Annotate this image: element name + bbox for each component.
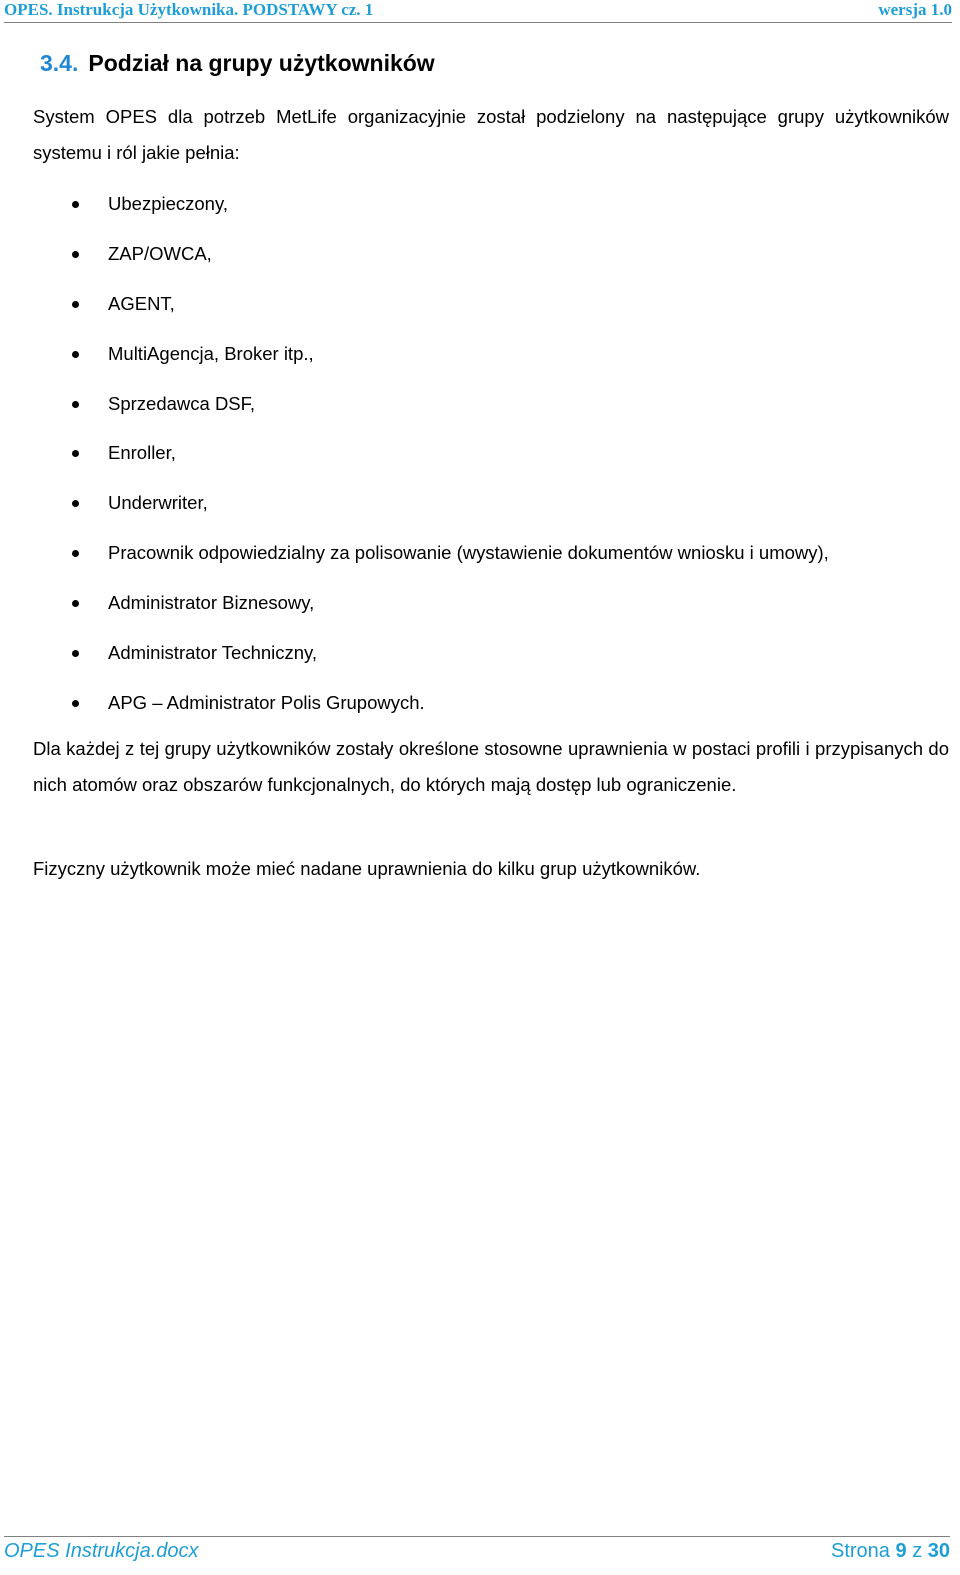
bullet-icon	[72, 251, 79, 258]
section-title: Podział na grupy użytkowników	[88, 50, 435, 76]
user-groups-list	[0, 186, 829, 735]
list-item: Administrator Biznesowy,	[0, 585, 829, 635]
physical-user-paragraph: Fizyczny użytkownik może mieć nadane uprawnienia do kilku grup użytkowników.	[33, 858, 701, 879]
bullet-icon	[72, 500, 79, 507]
list-item: Ubezpieczony,	[0, 186, 829, 236]
bullet-icon	[72, 301, 79, 308]
permissions-paragraph: Dla każdej z tej grupy użytkowników zostały określone stosowne uprawnienia w postaci profili i przypisanych do nich atomów oraz obszarów funkcjonalnych, do których mają dostęp lub ograniczenie.	[33, 738, 949, 795]
bullet-icon	[72, 201, 79, 208]
intro-paragraph: System OPES dla potrzeb MetLife organizacyjnie został podzielony na następujące grupy użytkowników systemu i ról jakie pełnia:	[33, 106, 949, 163]
list-item: Sprzedawca DSF,	[0, 386, 829, 436]
list-item: ZAP/OWCA,	[0, 236, 829, 286]
list-item: Enroller,	[0, 435, 829, 485]
document-version: wersja 1.0	[878, 0, 952, 19]
list-item: Underwriter,	[0, 485, 829, 535]
document-title: OPES. Instrukcja Użytkownika. PODSTAWY cz. 1	[4, 0, 374, 19]
page-header	[4, 0, 952, 23]
section-number: 3.4.	[40, 50, 79, 76]
footer-filename: OPES Instrukcja.docx	[4, 1540, 199, 1562]
list-item: AGENT,	[0, 286, 829, 336]
list-item: MultiAgencja, Broker itp.,	[0, 336, 829, 386]
bullet-icon	[72, 700, 79, 707]
bullet-icon	[72, 401, 79, 408]
bullet-icon	[72, 650, 79, 657]
section-heading	[40, 50, 435, 77]
page-number: Strona 9 z 30	[831, 1540, 950, 1562]
list-item: Pracownik odpowiedzialny za polisowanie (wystawienie dokumentów wniosku i umowy),	[0, 535, 829, 585]
bullet-icon	[72, 600, 79, 607]
list-item: Administrator Techniczny,	[0, 635, 829, 685]
bullet-icon	[72, 351, 79, 358]
list-item: APG – Administrator Polis Grupowych.	[0, 685, 829, 735]
page-footer	[4, 1536, 950, 1567]
bullet-icon	[72, 450, 79, 457]
bullet-icon	[72, 550, 79, 557]
